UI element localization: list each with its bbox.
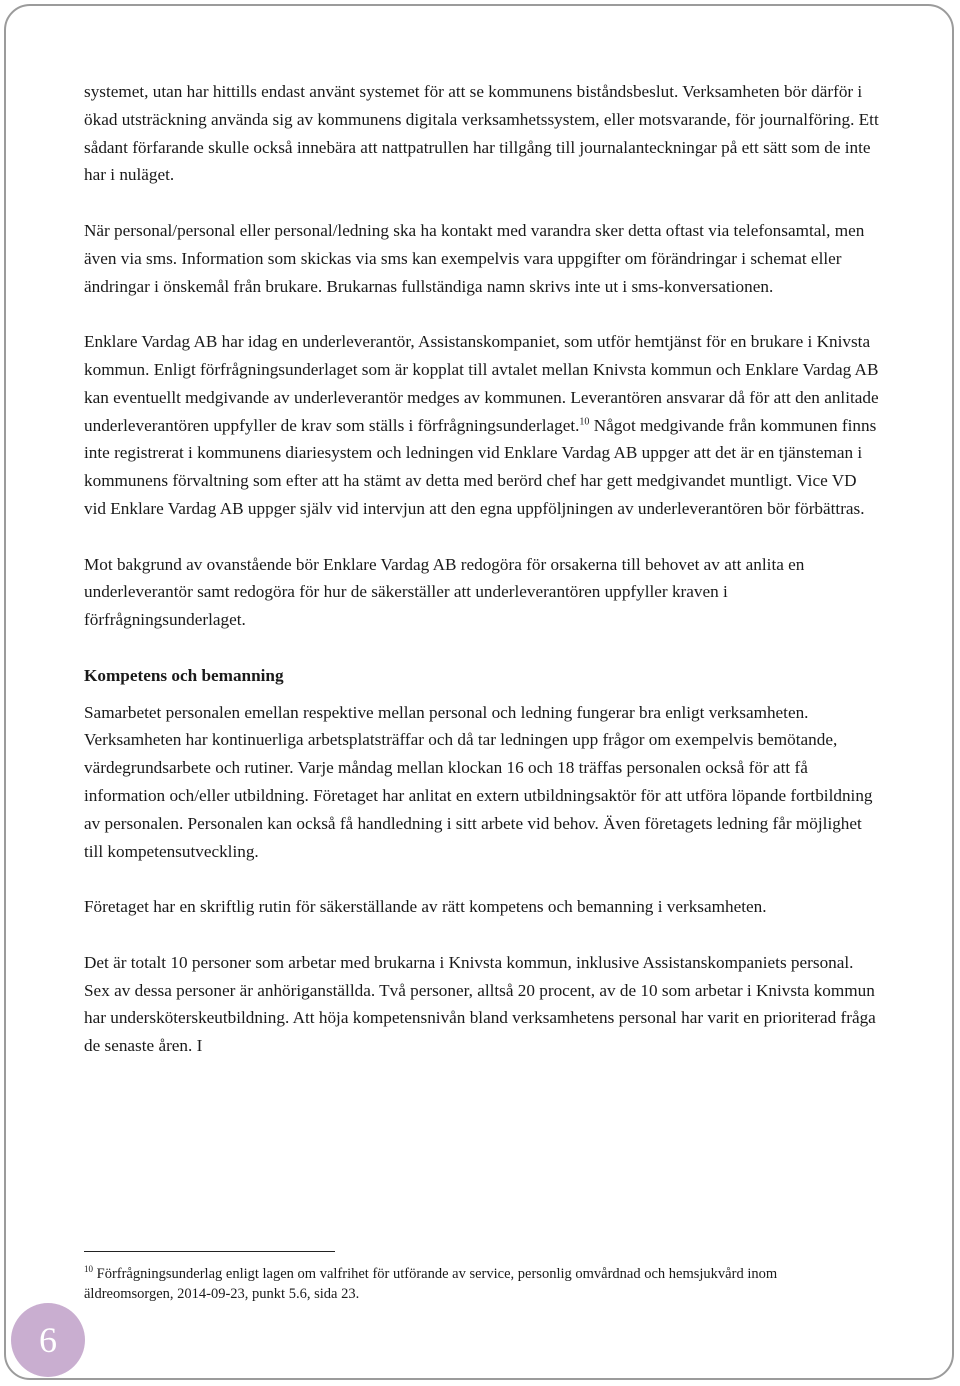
- section-paragraph-3: Det är totalt 10 personer som arbetar med brukarna i Knivsta kommun, inklusive Assistanskompaniets personal. Sex av dessa personer är anhöriganställda. Två personer, alltså 20 procent, av de 10 som arbetar i Knivsta kommun har undersköterskeutbildning. Att höja kompetensnivån bland verksamhetens personal har varit en prioriterad fråga de senaste åren. I: [84, 952, 876, 1056]
- footnote-reference[interactable]: 10: [579, 415, 590, 427]
- section-paragraph-2: Företaget har en skriftlig rutin för säkerställande av rätt kompetens och bemanning i verksamheten.: [84, 897, 767, 917]
- page-number-badge: [11, 1303, 85, 1377]
- paragraph-4: Mot bakgrund av ovanstående bör Enklare Vardag AB redogöra för orsakerna till behovet av att anlita en underleverantör samt redogöra för hur de säkerställer att underleverantören uppfyller kraven i förfrågningsunderlaget.: [84, 554, 805, 630]
- footnote-text: Förfrågningsunderlag enligt lagen om valfrihet för utförande av service, personlig omvårdnad och hemsjukvård inom äldreomsorgen, 2014-09-23, punkt 5.6, sida 23.: [84, 1266, 778, 1302]
- paragraph-1: systemet, utan har hittills endast använt systemet för att se kommunens biståndsbeslut. Verksamheten bör därför i ökad utsträckning använda sig av kommunens digitala verksamhetssystem, eller motsvarande, för journalföring. Ett sådant förfarande skulle också innebära att nattpatrullen har tillgång till journalanteckningar på ett sätt som de inte har i nuläget.: [84, 82, 879, 185]
- footnote-number: 10: [84, 1264, 93, 1275]
- page-number: 6: [39, 1320, 57, 1360]
- footnote: [84, 1264, 864, 1304]
- document-body: [84, 78, 880, 1088]
- paragraph-3-part-2: Något medgivande från kommunen finns inte registrerat i kommunens diariesystem och ledningen vid Enklare Vardag AB uppger att det är en tjänsteman i kommunens förvaltning som efter att ha stämt av detta med berörd chef har gett medgivandet muntligt. Vice VD vid Enklare Vardag AB uppger själv vid intervjun att den egna uppföljningen av underleverantören bör förbättras.: [84, 415, 877, 518]
- footnote-divider: [84, 1251, 335, 1252]
- paragraph-3-part-1: Enklare Vardag AB har idag en underleverantör, Assistanskompaniet, som utför hemtjänst för en brukare i Knivsta kommun. Enligt förfrågningsunderlaget som är kopplat till avtalet mellan Knivsta kommun och Enklare Vardag AB kan eventuellt medgivande av underleverantör medges av kommunen. Leverantören ansvarar då för att den anlitade underleverantören uppfyller de krav som ställs i förfrågningsunderlaget.: [84, 332, 879, 435]
- section-heading: Kompetens och bemanning: [84, 665, 284, 685]
- section-paragraph-1: Samarbetet personalen emellan respektive mellan personal och ledning fungerar bra enligt verksamheten. Verksamheten har kontinuerliga arbetsplatsträffar och då tar ledningen upp frågor om exempelvis bemötande, värdegrundsarbete och rutiner. Varje måndag mellan klockan 16 och 18 träffas personalen också för att få information och/eller utbildning. Företaget har anlitat en extern utbildningsaktör för att utföra löpande fortbildning av personalen. Personalen kan också få handledning i sitt arbete vid behov. Även företagets ledning får möjlighet till kompetensutveckling.: [84, 702, 873, 861]
- paragraph-2: När personal/personal eller personal/ledning ska ha kontakt med varandra sker detta oftast via telefonsamtal, men även via sms. Information som skickas via sms kan exempelvis vara uppgifter om förändringar i schemat eller ändringar i önskemål från brukare. Brukarnas fullständiga namn skrivs inte ut i sms-konversationen.: [84, 220, 865, 296]
- paragraph-3: [84, 328, 880, 523]
